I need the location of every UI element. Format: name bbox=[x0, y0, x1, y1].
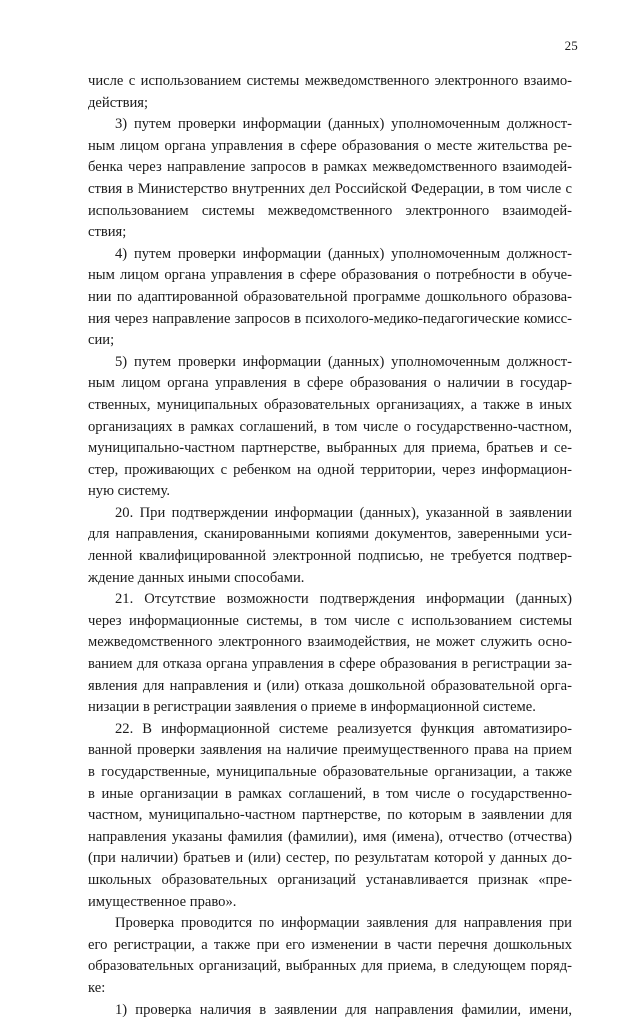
text-line: использованием системы межведомственного электронного взаимодей- bbox=[88, 202, 572, 219]
text-line: ственных, муниципальных образовательных организациях, а также в иных bbox=[88, 396, 572, 413]
text-line: школьных образовательных организаций устанавливается признак «пре- bbox=[88, 871, 572, 888]
page-number: 25 bbox=[564, 38, 578, 53]
text-line: ствия; bbox=[88, 224, 127, 241]
text-line: ждение данных иными способами. bbox=[88, 569, 305, 586]
text-line: организациях в рамках соглашений, в том числе о государственно-частном, bbox=[88, 418, 572, 435]
text-line: бенка через направление запросов в рамках межведомственного взаимодей- bbox=[88, 159, 572, 176]
text-line: ния через направление запросов в психолого-медико-педагогические комисс- bbox=[88, 310, 572, 327]
text-line: нии по адаптированной образовательной программе дошкольного образова- bbox=[88, 288, 572, 305]
text-line: для направления, сканированными копиями документов, заверенными уси- bbox=[88, 526, 572, 543]
text-line: ную систему. bbox=[88, 483, 170, 500]
text-line: муниципально-частном партнерстве, выбранных для приема, братьев и се- bbox=[88, 440, 572, 457]
text-line: 21. Отсутствие возможности подтверждения информации (данных) bbox=[115, 591, 572, 608]
text-line: направления указаны фамилия (фамилии), имя (имена), отчество (отчества) bbox=[88, 828, 572, 845]
text-line: 5) путем проверки информации (данных) уполномоченным должност- bbox=[115, 353, 572, 370]
text-line: стер, проживающих с ребенком на одной территории, через информацион- bbox=[88, 461, 572, 478]
text-line: ленной квалифицированной электронной подписью, не требуется подтвер- bbox=[88, 548, 572, 565]
text-line: числе с использованием системы межведомственного электронного взаимо- bbox=[88, 73, 572, 89]
text-line: сии; bbox=[88, 332, 115, 349]
text-line: ным лицом органа управления в сфере образования о наличии в государ- bbox=[88, 375, 572, 392]
text-line: в иные организации в рамках соглашений, в том числе о государственно- bbox=[88, 785, 572, 802]
text-line: ным лицом органа управления в сфере образования о потребности в обуче- bbox=[88, 267, 572, 284]
text-line: ванной проверки заявления на наличие преимущественного права на прием bbox=[88, 742, 572, 759]
text-line: имущественное право». bbox=[88, 893, 237, 910]
text-line: ке: bbox=[88, 979, 106, 996]
text-line: 4) путем проверки информации (данных) уполномоченным должност- bbox=[115, 245, 572, 262]
text-line: в государственные, муниципальные образовательные организации, а также bbox=[88, 764, 572, 780]
text-line: (при наличии) братьев и (или) сестер, по результатам которой у данных до- bbox=[88, 850, 572, 867]
text-line: его регистрации, а также при его изменении в части перечня дошкольных bbox=[88, 936, 572, 953]
document-body bbox=[88, 71, 572, 1021]
text-line: межведомственного электронного взаимодействия, не может служить осно- bbox=[88, 634, 572, 651]
text-line: явления для направления и (или) отказа дошкольной образовательной орга- bbox=[88, 677, 572, 694]
text-line: 3) путем проверки информации (данных) уполномоченным должност- bbox=[115, 116, 572, 133]
text-line: 1) проверка наличия в заявлении для направления фамилии, имени, bbox=[115, 1001, 572, 1018]
text-line: низации в регистрации заявления о приеме в информационной системе. bbox=[88, 699, 536, 716]
text-line: образовательных организаций, выбранных для приема, в следующем поряд- bbox=[88, 958, 572, 975]
text-line: действия; bbox=[88, 94, 149, 111]
text-line: частном, муниципально-частном партнерстве, по которым в заявлении для bbox=[88, 807, 572, 824]
text-line: 22. В информационной системе реализуется функция автоматизиро- bbox=[115, 720, 572, 737]
text-line: ствия в Министерство внутренних дел Российской Федерации, в том числе с bbox=[88, 180, 572, 197]
text-line: 20. При подтверждении информации (данных), указанной в заявлении bbox=[115, 504, 572, 521]
text-line: Проверка проводится по информации заявления для направления при bbox=[115, 915, 572, 932]
text-line: ванием для отказа органа управления в сфере образования в регистрации за- bbox=[88, 656, 572, 673]
text-line: ным лицом органа управления в сфере образования о месте жительства ре- bbox=[88, 137, 572, 154]
text-line: через информационные системы, в том числе с использованием системы bbox=[88, 612, 572, 629]
